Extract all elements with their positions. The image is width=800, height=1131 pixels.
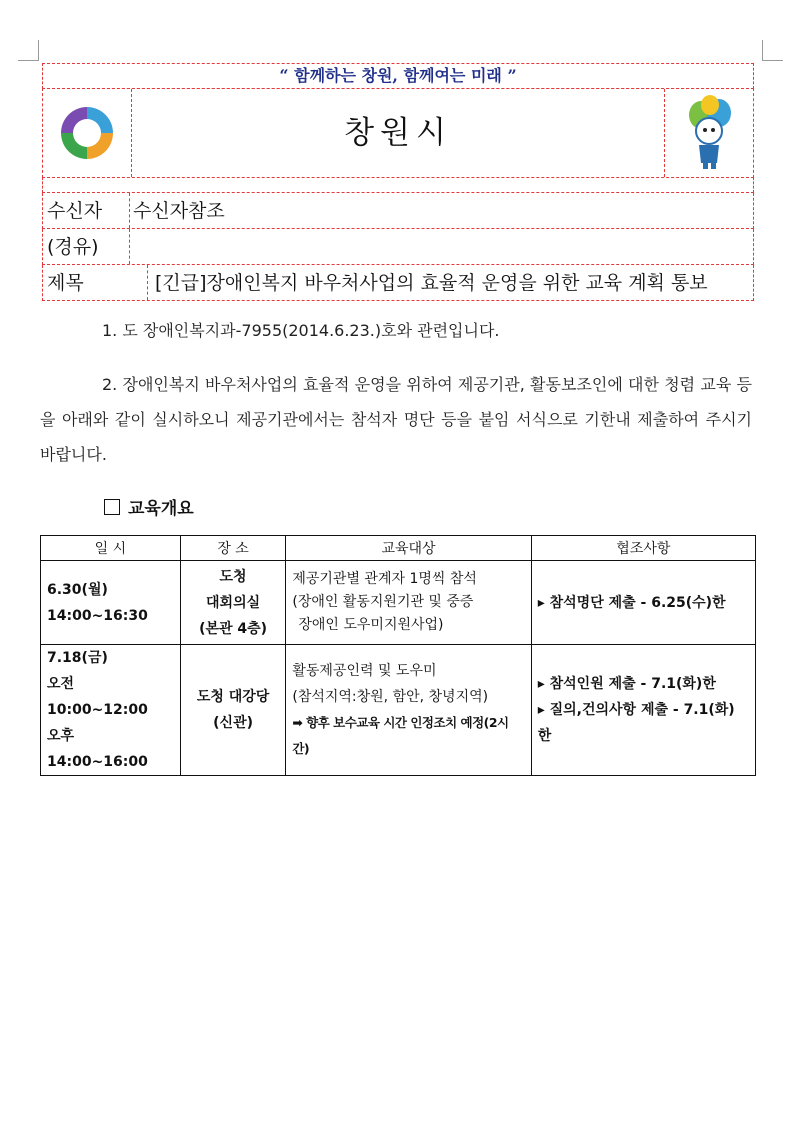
header-spacer: [42, 177, 754, 193]
table-row: [41, 645, 756, 776]
cell-line: 7.18(금): [47, 650, 108, 666]
field-divider: [147, 265, 148, 300]
recipient-row: [42, 193, 754, 229]
checkbox-square-icon: [104, 499, 120, 515]
cell-line: 대회의실: [206, 594, 261, 611]
slogan: “ 함께하는 창원, 함께여는 미래 ”: [42, 63, 754, 89]
subject-row: [42, 265, 754, 301]
cell-line: ▸ 질의,건의사항 제출 - 7.1(화): [537, 702, 735, 718]
section-title: 교육개요: [128, 499, 194, 519]
cell-place: [180, 645, 286, 776]
table-row: [41, 561, 756, 645]
col-header-notes: 협조사항: [531, 536, 755, 561]
subject-value: [긴급]장애인복지 바우처사업의 효율적 운영을 위한 교육 계획 통보: [155, 272, 708, 294]
cell-notes: [531, 645, 755, 776]
cell-line: (장애인 활동지원기관 및 중증: [292, 594, 474, 610]
cell-line: 도청 대강당: [196, 689, 270, 705]
city-name: 창원시: [344, 115, 452, 151]
cell-line: 6.30(월): [47, 581, 108, 598]
cell-line: (신관): [213, 715, 253, 731]
col-header-date: 일 시: [41, 536, 181, 561]
body-paragraph-2: 2. 장애인복지 바우처사업의 효율적 운영을 위하여 제공기관, 활동보조인에 대한 청렴 교육 등을 아래와 같이 실시하오니 제공기관에서는 참석자 명단 등을 붙임 서식으로 기한내 제출하여 주시기 바랍니다.: [40, 375, 752, 464]
recipient-label: 수신자: [47, 200, 103, 222]
cell-line: 오전 10:00~12:00: [47, 676, 148, 718]
cell-line: 제공기관별 관계자 1명씩 참석: [292, 571, 477, 587]
schedule-table: [40, 535, 756, 776]
cell-place: [180, 561, 286, 645]
page-corner-mark: [18, 40, 39, 61]
cell-date: [41, 645, 181, 776]
cell-line: ▸ 참석명단 제출 - 6.25(수)한: [537, 594, 726, 611]
cell-target: [286, 645, 531, 776]
field-divider: [129, 229, 130, 264]
cell-date: [41, 561, 181, 645]
mascot-icon: [665, 89, 753, 177]
cell-line: 한: [537, 728, 552, 744]
cell-line: ➡ 향후 보수교육 시간 인정조치 예정(2시간): [292, 715, 509, 756]
cell-line: (참석지역:창원, 함안, 창녕지역): [292, 689, 489, 705]
body-paragraph-1: 1. 도 장애인복지과-7955(2014.6.23.)호와 관련입니다.: [102, 321, 500, 340]
cell-target: [286, 561, 531, 645]
cell-line: (본관 4층): [199, 620, 268, 637]
cell-line: ▸ 참석인원 제출 - 7.1(화)한: [537, 676, 716, 692]
section-heading: [104, 494, 194, 519]
mascot-cell: [664, 89, 753, 177]
cell-line: 도청: [219, 568, 247, 585]
table-header-row: [41, 536, 756, 561]
title-row: [42, 88, 754, 178]
via-label: (경유): [47, 236, 99, 258]
field-divider: [129, 193, 130, 228]
city-emblem-cell: [43, 89, 132, 177]
cell-line: 활동제공인력 및 도우미: [292, 663, 437, 679]
cell-line: 오후 14:00~16:00: [47, 728, 148, 770]
col-header-target: 교육대상: [286, 536, 531, 561]
cell-notes: [531, 561, 755, 645]
subject-label: 제목: [47, 272, 84, 294]
cell-line: 장애인 도우미지원사업): [298, 617, 444, 633]
city-emblem-icon: [43, 89, 131, 177]
page-corner-mark: [762, 40, 783, 61]
cell-line: 14:00~16:30: [47, 607, 148, 624]
col-header-place: 장 소: [180, 536, 286, 561]
via-row: [42, 229, 754, 265]
recipient-value: 수신자참조: [133, 200, 225, 222]
